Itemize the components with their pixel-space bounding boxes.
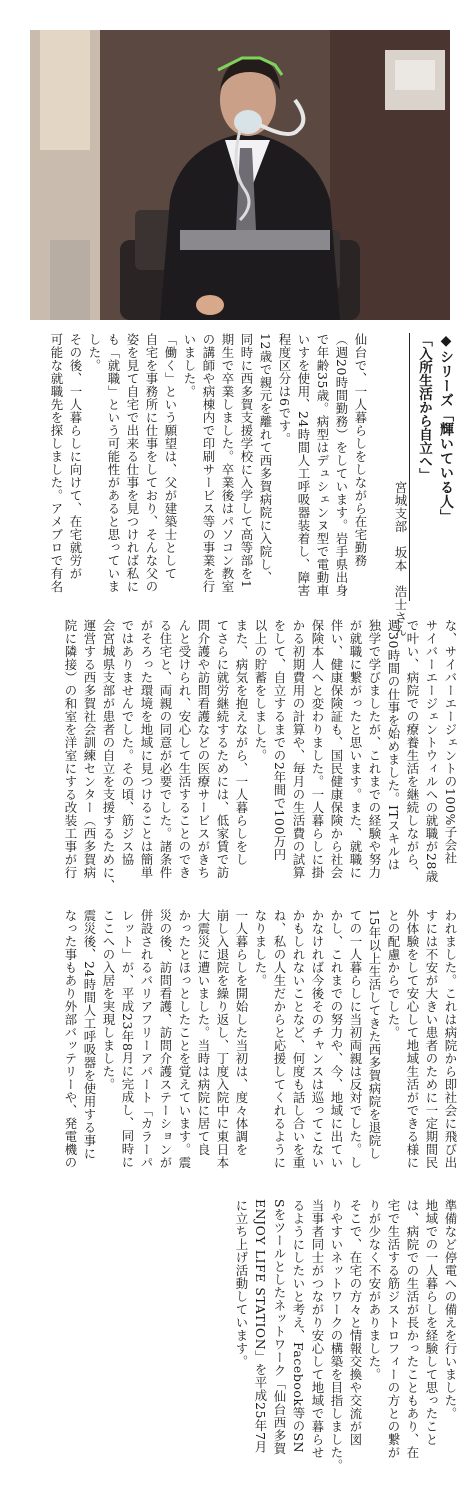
text-column: 会宮城県支部が患者の自立を支援するために、 <box>101 619 116 892</box>
text-column: 運営する西多賀社会訓練センター（西多賀病 <box>82 619 97 879</box>
text-column: をして、自立するまでの2年間で100万円 <box>272 619 287 861</box>
text-column: 姿を見て自宅で出来る仕事を見つければ私に <box>125 333 140 593</box>
text-column: レット」が、平成23年8月に完成し、同時に <box>120 909 135 1169</box>
text-column: 災の後、訪問看護、訪問介護ステーションが <box>158 909 173 1169</box>
text-column: る住宅と、両親の同意が必要でした。諸条件 <box>158 619 173 879</box>
text-column: 12歳で親元を離れて西多賀病院に入院し、 <box>258 333 273 584</box>
text-column: Sをツールとしたネットワーク「仙台西多賀 <box>272 1199 287 1456</box>
text-column: てさらに就労継続するためには、低家賃で訪 <box>215 619 230 879</box>
subtitle: 「入所生活から自立へ」 <box>409 333 434 601</box>
article-photo <box>30 30 450 320</box>
text-column: 保険本人へと変わりました。一人暮らしに掛 <box>310 619 325 879</box>
text-column: 一人暮らしを開始した当初は、度々体調を <box>234 909 249 1156</box>
text-column: 自宅を事務所に仕事をしており、そんな父の <box>144 333 159 593</box>
text-column: 「働く」という願望は、父が建築士として <box>163 333 178 580</box>
text-column: かなければ今後そのチャンスは巡ってこない <box>310 909 325 1169</box>
text-column: んと受けられ、安心して生活することのでき <box>177 619 192 879</box>
text-column: で叶い、病院での療養生活を継続しながら、 <box>405 619 420 879</box>
text-column: 宅で生活する筋ジストロフィーの方との繋が <box>386 1199 401 1459</box>
text-column: かもしれないことなど、何度も話し合いを重 <box>291 909 306 1169</box>
text-column: 地域での一人暮らしを経験して思ったこと <box>424 1199 439 1446</box>
text-column: は、病院での生活が長かったこともあり、在 <box>405 1199 420 1459</box>
text-column: りが少なく不安がありました。 <box>367 1199 382 1381</box>
text-column: で年齢35歳。病型はデュシェンヌ型で電動車 <box>315 333 330 597</box>
text-column: 外体験をして安心して地域生活ができる様に <box>405 909 420 1169</box>
text-column: がそろった環境を地域に見つけることは簡単 <box>139 619 154 879</box>
text-column: した。 <box>87 333 102 372</box>
text-band-4 <box>20 1199 456 1478</box>
text-column: な、サイバーエージェントの100%子会社 <box>443 619 458 865</box>
text-column: 程度区分は6です。 <box>277 333 292 446</box>
text-column: りやすいネットワークの構築を目指しました。 <box>329 1199 344 1472</box>
text-column: 準備など停電への備えを行いました。 <box>443 1199 458 1420</box>
article-body <box>20 333 456 1478</box>
text-band-3 <box>20 909 456 1181</box>
text-column: かったとほっとしたことを覚えています。震 <box>177 909 192 1169</box>
text-column: 以上の貯蓄をしました。 <box>253 619 268 762</box>
author-name: 宮城支部 坂本 浩士さん <box>393 481 408 637</box>
column-spacer <box>366 333 385 601</box>
text-column: 仙台で、一人暮らしをしながら在宅勤務 <box>353 333 368 567</box>
text-column: かし、これまでの努力や、今、地域に出てい <box>329 909 344 1169</box>
text-column: 大震災に遭いました。当時は病院に居て良 <box>196 909 211 1156</box>
text-column: 期生で卒業しました。卒業後はパソコン教室 <box>220 333 235 593</box>
series-title: ◆シリーズ「輝いている人」 <box>438 333 454 524</box>
person-with-ventilator-photo <box>30 30 450 320</box>
text-column: その後、一人暮らしに向けて、在宅就労が <box>68 333 83 580</box>
text-column: 15年以上生活してきた西多賀病院を退院し <box>367 909 382 1160</box>
title-block <box>389 333 456 637</box>
text-column: ENJOY LIFE STATION」を平成25年7月 <box>253 1199 268 1454</box>
text-column: も「就職」という可能性があると思っていま <box>106 333 121 593</box>
text-column: の講師や病棟内で印刷サービス等の事業を行 <box>201 333 216 593</box>
text-column: いすを使用、24時間人工呼吸器装着し、障害 <box>296 333 311 597</box>
text-column: ここへの入居を実現しました。 <box>101 909 116 1091</box>
text-column: サイバーエージェントウィルへの就職が28歳 <box>424 619 439 883</box>
text-column: 独学で学びましたが、これまでの経験や努力 <box>367 619 382 879</box>
text-column: （週20時間勤務）をしています。岩手県出身 <box>334 333 349 597</box>
text-column: 院に隣接）の和室を洋室にする改装工事が行 <box>63 619 78 879</box>
text-column: また、病気を抱えながら、一人暮らしをし <box>234 619 249 866</box>
text-column: 伴い、健康保険証も、国民健康保険から社会 <box>329 619 344 879</box>
text-column: 崩し入退院を繰り返し、丁度入院中に東日本 <box>215 909 230 1169</box>
text-column: 問介護や訪問看護などの医療サービスがきち <box>196 619 211 879</box>
text-column: ね、私の人生だからと応援してくれるように <box>272 909 287 1169</box>
text-column: いました。 <box>182 333 197 398</box>
text-band-1 <box>20 333 456 637</box>
text-column: 併設されるバリアフリーアパート「カラーパ <box>139 909 154 1169</box>
text-column: ての一人暮らしに当初両親は反対でした。し <box>348 909 363 1169</box>
text-column: に立ち上げ活動しています。 <box>234 1199 249 1368</box>
text-column: が就職に繋がったと思います。また、就職に <box>348 619 363 879</box>
text-column: すには不安が大きい患者のために一定期間民 <box>424 909 439 1169</box>
text-column: なった事もあり外部バッテリーや、発電機の <box>63 909 78 1169</box>
text-band-2 <box>20 619 456 891</box>
text-column: かる初期費用の計算や、毎月の生活費の試算 <box>291 619 306 879</box>
text-column: るようにしたいと考え、Facebook等のSN <box>291 1199 306 1454</box>
text-column: われました。これは病院から即社会に飛び出 <box>443 909 458 1169</box>
text-column: ではありませんでした。その頃、筋ジス協 <box>120 619 135 866</box>
text-column: なりました。 <box>253 909 268 987</box>
text-column: 週30時間の仕事を始めました。ITスキルは <box>386 619 401 872</box>
text-column: 同時に西多賀支援学校に入学して高等部を1 <box>239 333 254 589</box>
text-column: 可能な就職先を探しました。アメブロで有名 <box>49 333 64 593</box>
text-column: 震災後、24時間人工呼吸器を使用する事に <box>82 909 97 1160</box>
text-column: との配慮からでした。 <box>386 909 401 1039</box>
text-column: そこで、在宅の方々と情報交換や交流が図 <box>348 1199 363 1446</box>
text-column: 当事者同士がつながり安心して地域で暮らせ <box>310 1199 325 1459</box>
